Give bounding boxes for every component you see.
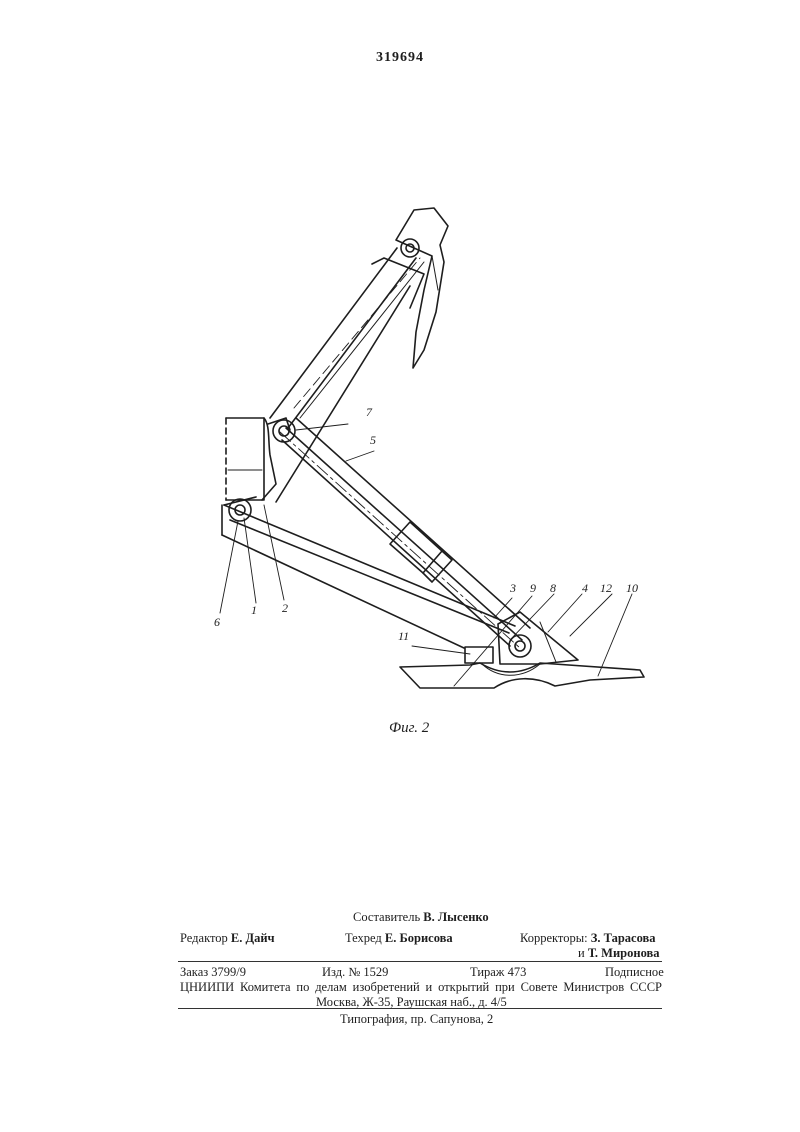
printer: Типография, пр. Сапунова, 2 xyxy=(340,1012,494,1026)
figure-caption: Фиг. 2 xyxy=(389,720,430,736)
editor-name: Е. Дайч xyxy=(230,931,275,945)
divider-top xyxy=(178,961,662,962)
address: Москва, Ж-35, Раушская наб., д. 4/5 xyxy=(316,995,507,1009)
patent-number: 319694 xyxy=(376,50,424,65)
circulation: Тираж 473 xyxy=(470,965,527,979)
label-10: 10 xyxy=(626,581,638,595)
corrector-2-prefix: и xyxy=(578,946,585,960)
hydraulic-cylinder xyxy=(280,418,530,648)
corrector-2: Т. Миронова xyxy=(587,946,660,960)
corrector-1: З. Тарасова xyxy=(590,931,656,945)
lower-frame-beam xyxy=(222,497,515,648)
label-5: 5 xyxy=(370,433,376,447)
techred-line xyxy=(345,931,453,946)
block-11 xyxy=(465,647,493,663)
editor-label: Редактор xyxy=(180,931,228,945)
edition-number: Изд. № 1529 xyxy=(322,965,389,979)
corrector-2-line xyxy=(578,946,660,961)
pivot-top xyxy=(401,239,419,257)
techred-name: Е. Борисова xyxy=(384,931,453,945)
pivot-7 xyxy=(273,420,295,442)
label-4: 4 xyxy=(582,581,588,595)
pivot-6 xyxy=(229,499,251,521)
compiler-label: Составитель xyxy=(353,910,421,924)
blade-plate-10 xyxy=(400,663,644,688)
label-8: 8 xyxy=(550,581,556,595)
label-11: 11 xyxy=(398,629,410,643)
label-9: 9 xyxy=(530,581,536,595)
label-3: 3 xyxy=(510,581,516,595)
leader-lines xyxy=(220,424,632,686)
compiler-line xyxy=(353,910,489,925)
correctors-line xyxy=(520,931,656,946)
label-7: 7 xyxy=(366,405,372,419)
correctors-label: Корректоры: xyxy=(520,931,588,945)
label-12: 12 xyxy=(600,581,612,595)
techred-label: Техред xyxy=(345,931,382,945)
divider-bottom xyxy=(178,1008,662,1009)
label-6: 6 xyxy=(214,615,220,629)
label-1: 1 xyxy=(251,603,257,617)
subscription: Подписное xyxy=(605,965,664,979)
order-number: Заказ 3799/9 xyxy=(180,965,247,979)
editor-line xyxy=(180,931,275,946)
compiler-name: В. Лысенко xyxy=(423,910,489,924)
bracket-4 xyxy=(498,612,578,664)
mounting-frame xyxy=(226,418,290,500)
label-2: 2 xyxy=(282,601,288,615)
institution: ЦНИИПИ Комитета по делам изобретений и открытий при Совете Министров СССР xyxy=(180,980,662,994)
